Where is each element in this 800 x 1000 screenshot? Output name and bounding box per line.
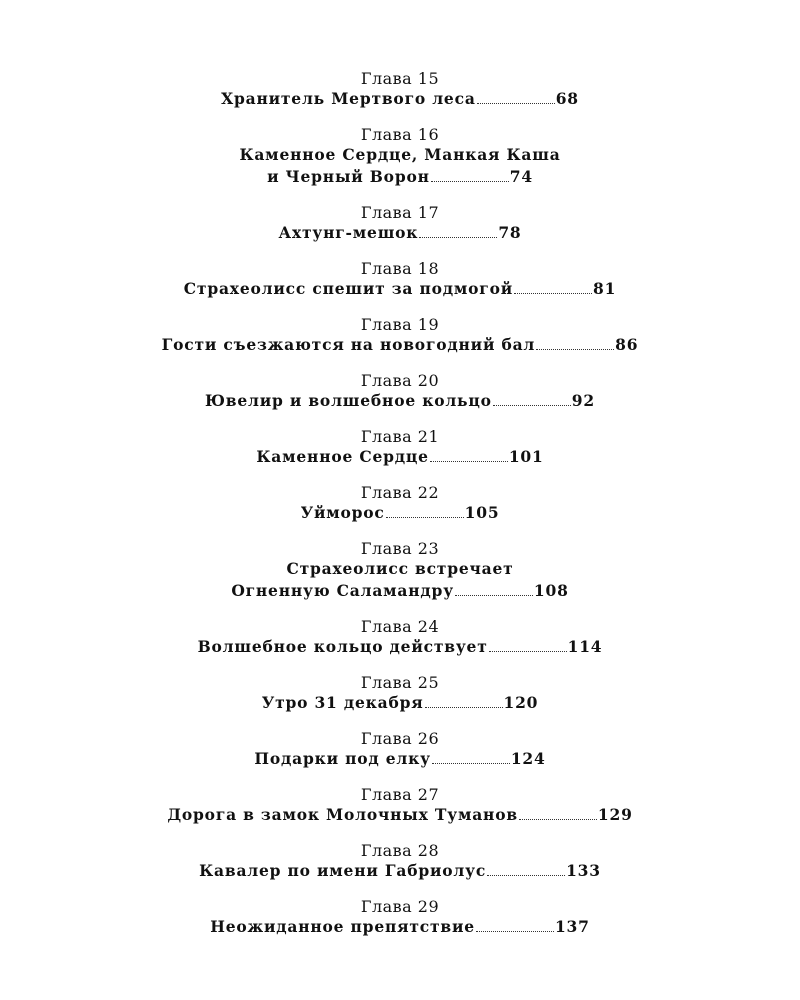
dot-leader bbox=[487, 865, 565, 876]
page-number: 78 bbox=[498, 223, 522, 242]
chapter-title-text: Гости съезжаются на новогодний бал bbox=[161, 335, 536, 354]
dot-leader bbox=[536, 339, 614, 350]
dot-leader bbox=[432, 753, 510, 764]
chapter-title-text: Хранитель Мертвого леса bbox=[221, 89, 476, 108]
dot-leader bbox=[514, 283, 592, 294]
chapter-title bbox=[0, 446, 800, 468]
chapter-title bbox=[0, 390, 800, 412]
page-number: 129 bbox=[597, 805, 633, 824]
page-number: 114 bbox=[567, 637, 603, 656]
page-number: 81 bbox=[593, 279, 617, 298]
dot-leader bbox=[425, 697, 503, 708]
chapter-title-line bbox=[0, 334, 800, 356]
chapter-title-text: Страхеолисс спешит за подмогой bbox=[183, 279, 514, 298]
toc-entry bbox=[0, 484, 800, 524]
chapter-title-line bbox=[0, 166, 800, 188]
table-of-contents bbox=[0, 70, 800, 954]
page-number: 137 bbox=[554, 917, 590, 936]
chapter-title-line bbox=[0, 278, 800, 300]
chapter-label: Глава 18 bbox=[360, 259, 440, 278]
chapter-title bbox=[0, 636, 800, 658]
chapter-title-line bbox=[0, 580, 800, 602]
page-number: 105 bbox=[464, 503, 500, 522]
chapter-title bbox=[0, 222, 800, 244]
dot-leader bbox=[386, 507, 464, 518]
page-number: 68 bbox=[555, 89, 579, 108]
chapter-title bbox=[0, 334, 800, 356]
chapter-label: Глава 20 bbox=[360, 371, 440, 390]
chapter-title-text: Подарки под елку bbox=[254, 749, 431, 768]
dot-leader bbox=[431, 171, 509, 182]
chapter-title-text: Каменное Сердце bbox=[256, 447, 429, 466]
chapter-label: Глава 24 bbox=[360, 617, 440, 636]
chapter-label: Глава 25 bbox=[360, 673, 440, 692]
chapter-title-line bbox=[0, 558, 800, 580]
chapter-title bbox=[0, 558, 800, 602]
chapter-title-line bbox=[0, 222, 800, 244]
chapter-label: Глава 26 bbox=[360, 729, 440, 748]
chapter-title-text: Утро 31 декабря bbox=[261, 693, 424, 712]
chapter-title-text: Огненную Саламандру bbox=[231, 581, 454, 600]
toc-entry bbox=[0, 70, 800, 110]
chapter-label: Глава 28 bbox=[360, 841, 440, 860]
chapter-title bbox=[0, 916, 800, 938]
toc-entry bbox=[0, 316, 800, 356]
chapter-title bbox=[0, 804, 800, 826]
page-number: 86 bbox=[615, 335, 639, 354]
chapter-title bbox=[0, 278, 800, 300]
chapter-label: Глава 21 bbox=[360, 427, 440, 446]
page-number: 120 bbox=[503, 693, 539, 712]
page-number: 101 bbox=[508, 447, 544, 466]
chapter-label: Глава 23 bbox=[360, 539, 440, 558]
dot-leader bbox=[477, 93, 555, 104]
chapter-title-text: Уйморос bbox=[300, 503, 385, 522]
chapter-title-text: Каменное Сердце, Манкая Каша bbox=[239, 145, 561, 164]
toc-entry bbox=[0, 540, 800, 602]
dot-leader bbox=[476, 921, 554, 932]
dot-leader bbox=[519, 809, 597, 820]
toc-entry bbox=[0, 730, 800, 770]
chapter-title bbox=[0, 88, 800, 110]
page-number: 133 bbox=[566, 861, 601, 880]
chapter-title-line bbox=[0, 916, 800, 938]
chapter-title-line bbox=[0, 502, 800, 524]
chapter-title-line bbox=[0, 860, 800, 882]
chapter-title-line bbox=[0, 748, 800, 770]
toc-entry bbox=[0, 898, 800, 938]
chapter-label: Глава 17 bbox=[360, 203, 440, 222]
chapter-label: Глава 15 bbox=[360, 69, 440, 88]
chapter-title-text: Дорога в замок Молочных Туманов bbox=[167, 805, 518, 824]
dot-leader bbox=[419, 227, 497, 238]
chapter-title-text: Ювелир и волшебное кольцо bbox=[205, 391, 492, 410]
page-number: 92 bbox=[571, 391, 595, 410]
chapter-title-text: и Черный Ворон bbox=[267, 167, 430, 186]
toc-entry bbox=[0, 126, 800, 188]
chapter-title-line bbox=[0, 144, 800, 166]
toc-entry bbox=[0, 372, 800, 412]
page-number: 74 bbox=[509, 167, 533, 186]
toc-entry bbox=[0, 428, 800, 468]
chapter-label: Глава 29 bbox=[360, 897, 440, 916]
chapter-title-line bbox=[0, 804, 800, 826]
chapter-title-text: Ахтунг-мешок bbox=[278, 223, 419, 242]
dot-leader bbox=[489, 641, 567, 652]
chapter-label: Глава 16 bbox=[360, 125, 440, 144]
chapter-title-text: Неожиданное препятствие bbox=[210, 917, 475, 936]
toc-entry bbox=[0, 842, 800, 882]
chapter-title-line bbox=[0, 446, 800, 468]
toc-entry bbox=[0, 674, 800, 714]
toc-entry bbox=[0, 786, 800, 826]
chapter-title-text: Кавалер по имени Габриолус bbox=[199, 861, 487, 880]
chapter-label: Глава 27 bbox=[360, 785, 440, 804]
chapter-title-line bbox=[0, 88, 800, 110]
chapter-title bbox=[0, 502, 800, 524]
chapter-label: Глава 19 bbox=[360, 315, 440, 334]
chapter-title bbox=[0, 144, 800, 188]
toc-entry bbox=[0, 260, 800, 300]
chapter-title-line bbox=[0, 390, 800, 412]
chapter-title-line bbox=[0, 636, 800, 658]
toc-entry bbox=[0, 204, 800, 244]
dot-leader bbox=[430, 451, 508, 462]
toc-entry bbox=[0, 618, 800, 658]
page-number: 108 bbox=[533, 581, 569, 600]
chapter-title bbox=[0, 860, 800, 882]
chapter-title-line bbox=[0, 692, 800, 714]
dot-leader bbox=[493, 395, 571, 406]
page-number: 124 bbox=[510, 749, 546, 768]
chapter-label: Глава 22 bbox=[360, 483, 440, 502]
chapter-title bbox=[0, 692, 800, 714]
dot-leader bbox=[455, 585, 533, 596]
chapter-title-text: Страхеолисс встречает bbox=[286, 559, 514, 578]
chapter-title bbox=[0, 748, 800, 770]
chapter-title-text: Волшебное кольцо действует bbox=[197, 637, 488, 656]
